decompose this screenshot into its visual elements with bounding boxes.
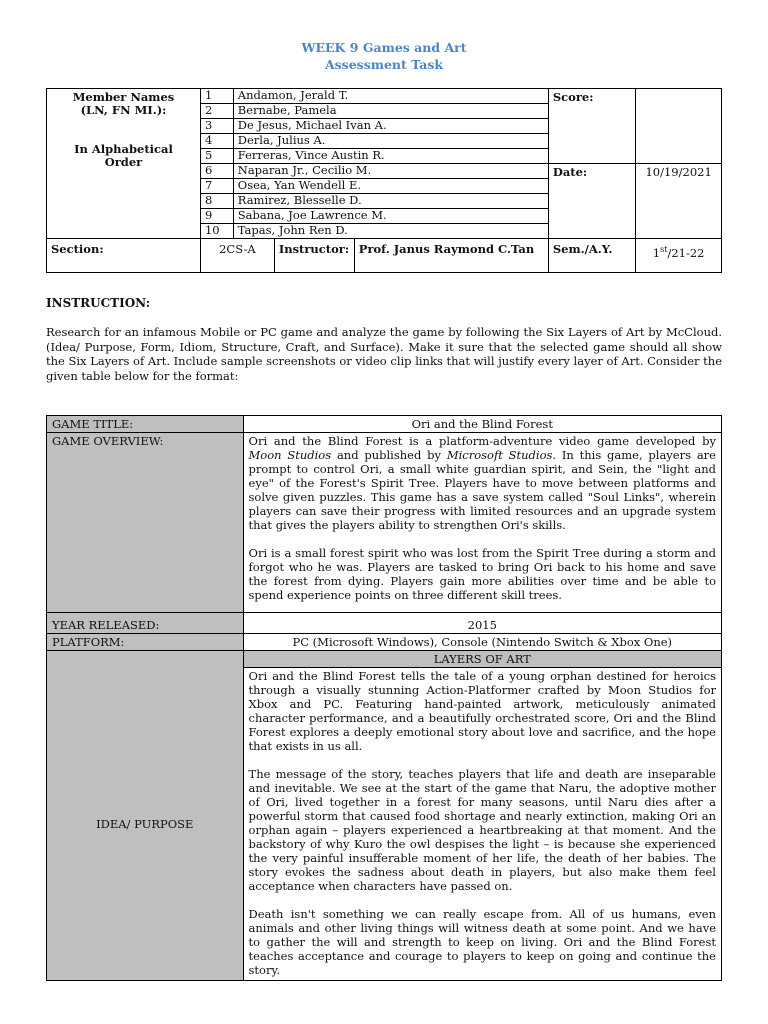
overview-paragraph-2: Ori is a small forest spirit who was lost from the Spirit Tree during a storm and forgot who he was. Players are tasked to bring Ori back to his home and save the forest from dying. Players gain more abilities over time and be able to spend experience points on three different skill trees. [248, 546, 716, 602]
instructor-label: Instructor: [274, 239, 354, 273]
member-name: Derla, Julius A. [233, 134, 548, 149]
member-number: 9 [200, 209, 233, 224]
alphabetical-order-label-2: Order [104, 155, 143, 169]
member-number: 2 [200, 104, 233, 119]
member-names-label: Member Names [72, 90, 175, 104]
developer-name: Moon Studios [248, 448, 332, 462]
section-value: 2CS-A [200, 239, 274, 273]
member-name: Bernabe, Pamela [233, 104, 548, 119]
platform-value: PC (Microsoft Windows), Console (Nintendo Switch & Xbox One) [243, 634, 721, 651]
member-name: Tapas, John Ren D. [233, 224, 548, 239]
section-label: Section: [47, 239, 201, 273]
member-number: 1 [200, 89, 233, 104]
publisher-name: Microsoft Studios [446, 448, 553, 462]
idea-purpose-label: IDEA/ PURPOSE [47, 668, 244, 981]
date-value: 10/19/2021 [636, 164, 722, 239]
member-name: Ferreras, Vince Austin R. [233, 149, 548, 164]
member-name: Osea, Yan Wendell E. [233, 179, 548, 194]
idea-paragraph-1: Ori and the Blind Forest tells the tale of a young orphan destined for heroics through a visually stunning Action-Platformer crafted by Moon Studios for Xbox and PC. Featuring hand-painted artwork, meticulously animated character performance, and a beautifully orchestrated score, Ori and the Blind Forest explores a deeply emotional story about love and sacrifice, and the hope that exists in us all. [248, 669, 716, 753]
member-number: 5 [200, 149, 233, 164]
member-number: 7 [200, 179, 233, 194]
game-overview-label: GAME OVERVIEW: [47, 433, 244, 613]
document-subtitle: Assessment Task [324, 57, 444, 72]
member-name: De Jesus, Michael Ivan A. [233, 119, 548, 134]
instruction-body: Research for an infamous Mobile or PC game and analyze the game by following the Six Layers of Art by McCloud. (Idea/ Purpose, Form, Idiom, Structure, Craft, and Surface). Make it sure that the selected game should all show the Six Layers of Art. Include sample screenshots or video clip links that will justify every layer of Art. Consider the given table below for the format: [46, 325, 722, 383]
member-info-table [46, 88, 722, 273]
member-number: 8 [200, 194, 233, 209]
score-label: Score: [548, 89, 635, 164]
member-name: Sabana, Joe Lawrence M. [233, 209, 548, 224]
member-names-label-cell [47, 89, 201, 239]
platform-label: PLATFORM: [47, 634, 244, 651]
game-analysis-table [46, 415, 722, 981]
idea-paragraph-2: The message of the story, teaches players that life and death are inseparable and inevitable. We see at the start of the game that Naru, the adoptive mother of Ori, lived together in a forest for many seasons, until Naru dies after a powerful storm that caused food shortage and nearly extinction, making Ori an orphan again – players experienced a heartbreaking at that moment. And the backstory of why Kuro the owl despises the light – is because she experienced the very painful insufferable moment of her life, the death of her babies. The story evokes the sadness about death in players, but also make them feel acceptance when characters have passed on. [248, 767, 716, 893]
instructor-value: Prof. Janus Raymond C.Tan [354, 239, 548, 273]
sem-ay-label: Sem./A.Y. [548, 239, 635, 273]
member-number: 4 [200, 134, 233, 149]
date-label: Date: [548, 164, 635, 239]
member-number: 10 [200, 224, 233, 239]
document-title: WEEK 9 Games and Art [301, 40, 467, 55]
score-value [636, 89, 722, 164]
game-overview-text [243, 433, 721, 613]
instruction-title: INSTRUCTION: [46, 296, 151, 310]
game-title-value: Ori and the Blind Forest [243, 416, 721, 433]
game-title-label: GAME TITLE: [47, 416, 244, 433]
member-number: 6 [200, 164, 233, 179]
layers-of-art-header: LAYERS OF ART [243, 651, 721, 668]
member-number: 3 [200, 119, 233, 134]
member-name: Naparan Jr., Cecilio M. [233, 164, 548, 179]
member-name: Andamon, Jerald T. [233, 89, 548, 104]
alphabetical-order-label: In Alphabetical [74, 142, 173, 156]
overview-paragraph-1: Ori and the Blind Forest is a platform-adventure video game developed by Moon Studios and published by Microsoft Studios. In this game, players are prompt to control Ori, a small white guardian spirit, and Sein, the "light and eye" of the Forest's Spirit Tree. Players have to move between platforms and solve given puzzles. This game has a save system called "Soul Links", wherein players can save their progress with limited resources and an upgrade system that gives the players ability to strengthen Ori's skills. [248, 434, 716, 532]
sem-ay-value: 1st/21-22 [636, 239, 722, 273]
idea-purpose-text [243, 668, 721, 981]
year-released-value: 2015 [243, 613, 721, 634]
member-name: Ramirez, Blesselle D. [233, 194, 548, 209]
year-released-label: YEAR RELEASED: [47, 613, 244, 634]
idea-paragraph-3: Death isn't something we can really escape from. All of us humans, even animals and other living things will witness death at some point. And we have to gather the will and strength to keep on living. Ori and the Blind Forest teaches acceptance and courage to players to keep on going and continue the story. [248, 907, 716, 977]
member-names-format: (LN, FN MI.): [80, 103, 167, 117]
